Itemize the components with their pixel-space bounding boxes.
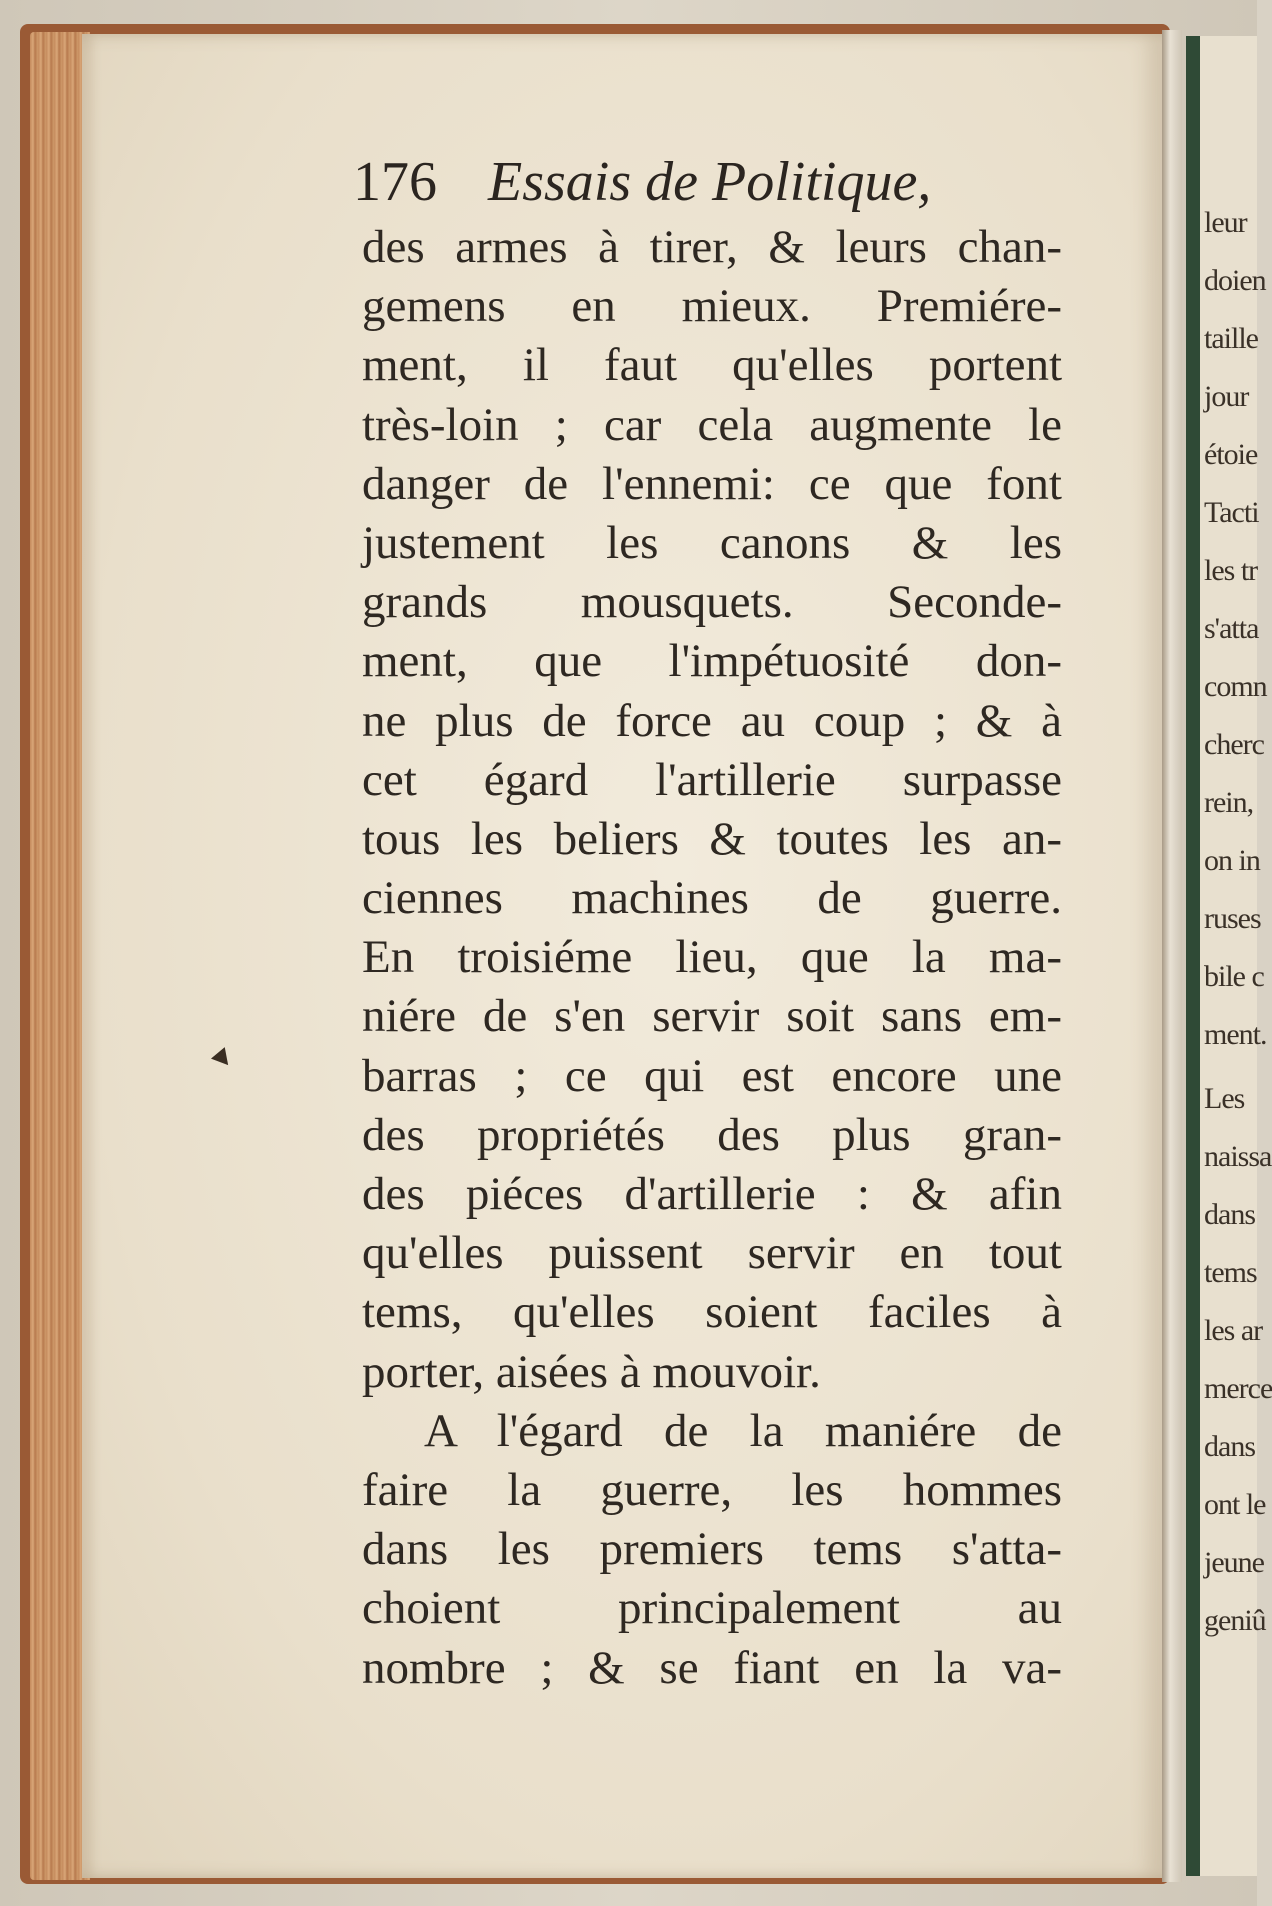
book-gutter — [1162, 30, 1182, 1882]
next-page-line: jeune — [1204, 1546, 1264, 1579]
next-page-line: ruses — [1204, 902, 1261, 935]
page-number: 176 — [353, 151, 437, 213]
next-page-line: geniû — [1204, 1604, 1266, 1637]
text-line: niére de s'en servir soit sans em- — [362, 990, 1062, 1043]
text-line: très-loin ; car cela augmente le — [362, 398, 1062, 451]
text-line: En troisiéme lieu, que la ma- — [362, 931, 1062, 984]
text-line: cet égard l'artillerie surpasse — [362, 753, 1062, 806]
next-page-line: les ar — [1204, 1314, 1263, 1347]
text-line: A l'égard de la maniére de — [424, 1404, 1062, 1457]
text-line: choient principalement au — [362, 1582, 1062, 1635]
next-page-line: bile c — [1204, 960, 1264, 993]
text-line: tems, qu'elles soient faciles à — [362, 1286, 1062, 1339]
next-page-line: dans — [1204, 1430, 1255, 1463]
next-page-line: étoie — [1204, 438, 1258, 471]
text-line: danger de l'ennemi: ce que font — [362, 457, 1062, 510]
text-line: grands mousquets. Seconde- — [362, 576, 1062, 629]
next-page-fragment — [1200, 36, 1272, 1876]
next-page-line: merce — [1204, 1372, 1272, 1405]
next-page-line: ment. — [1204, 1018, 1267, 1051]
next-page-line: doien — [1204, 264, 1266, 297]
body-text — [362, 218, 1062, 1698]
next-page-line: jour — [1204, 380, 1249, 413]
text-line: ciennes machines de guerre. — [362, 872, 1062, 925]
next-page-line: tems — [1204, 1256, 1257, 1289]
next-page-line: Tacti — [1204, 496, 1259, 529]
next-page-line: taille — [1204, 322, 1258, 355]
next-page-line: les tr — [1204, 554, 1258, 587]
next-page-line: on in — [1204, 844, 1260, 877]
next-page-line: cherc — [1204, 728, 1264, 761]
text-line: des piéces d'artillerie : & afin — [362, 1168, 1062, 1220]
next-page-line: rein, — [1204, 786, 1254, 819]
text-line: justement les canons & les — [362, 516, 1062, 569]
text-line: nombre ; & se fiant en la va- — [362, 1641, 1062, 1694]
text-line: qu'elles puissent servir en tout — [362, 1227, 1062, 1280]
text-line: tous les beliers & toutes les an- — [362, 812, 1062, 865]
next-page-line: ont le — [1204, 1488, 1266, 1521]
text-line: barras ; ce qui est encore une — [362, 1049, 1062, 1102]
text-line: ment, il faut qu'elles portent — [362, 339, 1062, 392]
next-page-line: dans — [1204, 1198, 1255, 1231]
page-edges — [30, 32, 90, 1880]
text-line: faire la guerre, les hommes — [362, 1463, 1062, 1516]
next-page-line: leur — [1204, 206, 1247, 239]
text-line: ne plus de force au coup ; & à — [362, 694, 1062, 747]
text-line: dans les premiers tems s'atta- — [362, 1523, 1062, 1576]
next-page-line: naissa — [1204, 1140, 1272, 1173]
page-header — [353, 150, 1073, 220]
text-line: des propriétés des plus gran- — [362, 1108, 1062, 1161]
text-line: ment, que l'impétuosité don- — [362, 635, 1062, 688]
text-line: gemens en mieux. Premiére- — [362, 280, 1062, 333]
text-line: porter, aisées à mouvoir. — [362, 1345, 821, 1398]
running-title: Essais de Politique, — [488, 151, 932, 213]
next-page-line: s'atta — [1204, 612, 1259, 645]
green-page-border — [1186, 36, 1200, 1876]
next-page-line: comn — [1204, 670, 1267, 703]
text-line: des armes à tirer, & leurs chan- — [362, 221, 1062, 273]
next-page-line: Les — [1204, 1082, 1245, 1115]
